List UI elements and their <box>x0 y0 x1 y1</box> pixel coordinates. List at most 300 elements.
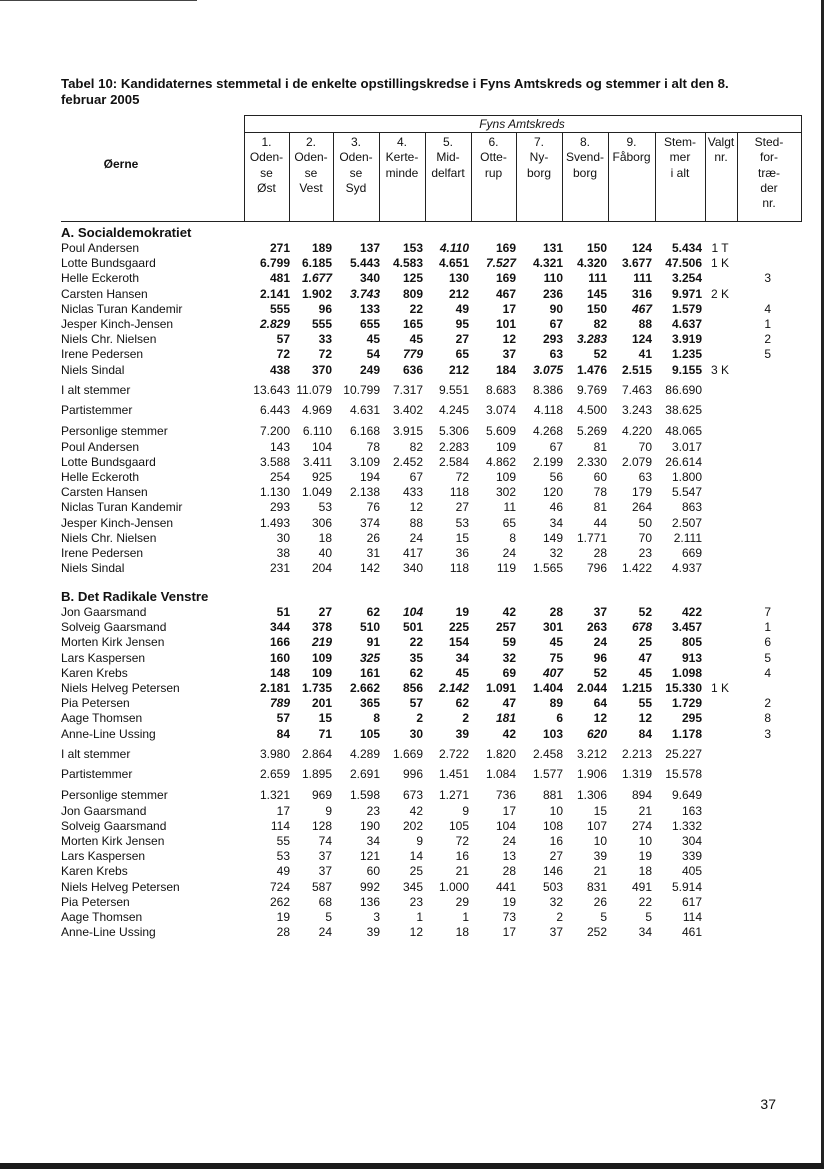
total-cell: 5.914 <box>671 879 702 894</box>
total-cell: 4.937 <box>671 561 702 576</box>
row-name: I alt stemmer <box>61 382 131 397</box>
column-header: 6. Otte- rup <box>480 135 507 180</box>
vote-cell: 45 <box>366 332 380 347</box>
vote-cell: 25 <box>409 864 423 879</box>
vote-cell: 4.631 <box>349 403 380 418</box>
vote-cell: 6 <box>556 711 563 726</box>
vote-cell: 114 <box>270 818 290 833</box>
vote-cell: 1.669 <box>392 746 423 761</box>
vote-cell: 2.864 <box>301 746 332 761</box>
personal-candidate-row <box>0 864 824 879</box>
vote-cell: 6.443 <box>259 403 290 418</box>
vote-cell: 636 <box>402 362 423 377</box>
vote-cell: 70 <box>638 530 652 545</box>
vote-cell: 32 <box>549 894 563 909</box>
vote-cell: 38 <box>276 545 290 560</box>
vote-cell: 263 <box>586 620 607 635</box>
vote-cell: 34 <box>455 650 469 665</box>
vote-cell: 72 <box>455 469 469 484</box>
vote-cell: 1.493 <box>259 515 290 530</box>
vote-cell: 724 <box>269 879 290 894</box>
total-cell: 3.457 <box>671 620 702 635</box>
vote-cell: 10 <box>549 803 563 818</box>
vote-cell: 27 <box>455 332 469 347</box>
vote-cell: 28 <box>276 925 290 940</box>
vote-cell: 441 <box>495 879 516 894</box>
vote-cell: 6.799 <box>259 256 290 271</box>
vote-cell: 37 <box>318 849 332 864</box>
stedfortraeder-cell: 5 <box>764 650 771 665</box>
vote-cell: 22 <box>409 635 423 650</box>
vote-cell: 16 <box>549 833 563 848</box>
vote-cell: 96 <box>593 650 607 665</box>
vote-cell: 41 <box>638 347 652 362</box>
vote-cell: 49 <box>455 301 469 316</box>
vote-cell: 4.110 <box>439 241 469 255</box>
vote-cell: 4.245 <box>438 403 469 418</box>
vote-cell: 262 <box>269 894 290 909</box>
total-cell: 15.330 <box>665 681 702 695</box>
vote-cell: 119 <box>496 561 516 576</box>
vote-cell: 2.584 <box>438 454 469 469</box>
vote-cell: 3.677 <box>621 256 652 271</box>
vote-cell: 2.662 <box>349 681 380 695</box>
vote-cell: 831 <box>586 879 607 894</box>
total-cell: 38.625 <box>665 403 702 418</box>
vote-cell: 37 <box>593 605 607 619</box>
vote-cell: 1.215 <box>621 681 652 695</box>
vote-cell: 4.118 <box>533 403 563 418</box>
vote-cell: 65 <box>455 347 469 362</box>
vote-cell: 39 <box>593 849 607 864</box>
row-name: Anne-Line Ussing <box>61 726 156 741</box>
vote-cell: 81 <box>593 439 607 454</box>
vote-cell: 17 <box>502 301 516 316</box>
vote-cell: 137 <box>359 241 380 255</box>
vote-cell: 179 <box>631 485 652 500</box>
vote-cell: 34 <box>366 833 380 848</box>
vote-cell: 4.268 <box>532 424 563 439</box>
vote-cell: 9.769 <box>576 382 607 397</box>
total-cell: 9.649 <box>671 788 702 803</box>
row-name: Aage Thomsen <box>61 909 143 924</box>
column-header: Sted- for- træ- der nr. <box>754 135 784 211</box>
total-cell: 805 <box>681 635 702 650</box>
row-name: Personlige stemmer <box>61 788 168 803</box>
vote-cell: 107 <box>586 818 607 833</box>
vote-cell: 37 <box>502 347 516 362</box>
vote-cell: 42 <box>502 605 516 619</box>
vote-cell: 62 <box>409 665 423 680</box>
vote-cell: 2.829 <box>259 317 290 331</box>
row-name: Partistemmer <box>61 767 133 782</box>
stedfortraeder-cell: 3 <box>764 726 771 741</box>
total-cell: 4.637 <box>671 317 702 331</box>
vote-cell: 12 <box>409 925 423 940</box>
vote-cell: 19 <box>638 849 652 864</box>
vote-cell: 28 <box>502 864 516 879</box>
personal-votes-row <box>0 424 824 439</box>
vote-cell: 13 <box>502 849 516 864</box>
vote-cell: 146 <box>542 864 563 879</box>
vote-cell: 881 <box>542 788 563 803</box>
column-header: Stem- mer i alt <box>663 135 696 180</box>
row-name: I alt stemmer <box>61 746 131 761</box>
vote-cell: 1.271 <box>438 788 469 803</box>
vote-cell: 70 <box>638 439 652 454</box>
candidate-row <box>0 302 824 317</box>
vote-cell: 1.319 <box>621 767 652 782</box>
vote-cell: 19 <box>502 894 516 909</box>
vote-cell: 27 <box>455 500 469 515</box>
vote-cell: 7.463 <box>621 382 652 397</box>
vote-cell: 17 <box>276 803 290 818</box>
vote-cell: 3.980 <box>259 746 290 761</box>
valgt-cell: 2 K <box>710 286 729 301</box>
vote-cell: 370 <box>311 362 332 377</box>
total-cell: 5.434 <box>671 241 702 255</box>
vote-cell: 101 <box>495 317 516 331</box>
vote-cell: 4.969 <box>301 403 332 418</box>
vote-cell: 302 <box>495 485 516 500</box>
vote-cell: 109 <box>311 650 332 665</box>
section-heading <box>0 225 824 240</box>
vote-cell: 37 <box>549 925 563 940</box>
vote-cell: 15 <box>318 711 332 726</box>
stedfortraeder-cell: 1 <box>764 317 771 331</box>
stedfortraeder-cell: 2 <box>764 332 771 347</box>
vote-cell: 5.306 <box>438 424 469 439</box>
vote-cell: 12 <box>409 500 423 515</box>
vote-cell: 63 <box>549 347 563 362</box>
personal-candidate-row <box>0 561 824 576</box>
total-cell: 1.332 <box>671 818 702 833</box>
vote-cell: 26 <box>366 530 380 545</box>
vote-cell: 2.691 <box>349 767 380 782</box>
vote-cell: 3 <box>373 909 380 924</box>
total-cell: 1.235 <box>671 347 702 362</box>
total-cell: 163 <box>681 803 702 818</box>
vote-cell: 88 <box>638 317 652 331</box>
total-cell: 2.111 <box>673 530 702 545</box>
valgt-cell: 3 K <box>710 362 729 377</box>
vote-cell: 7.527 <box>485 256 516 271</box>
total-cell: 25.227 <box>665 746 702 761</box>
row-label-header: Øerne <box>103 157 139 171</box>
vote-cell: 1 <box>462 909 469 924</box>
vote-cell: 104 <box>311 439 332 454</box>
section-heading <box>0 589 824 604</box>
vote-cell: 169 <box>495 271 516 286</box>
vote-cell: 254 <box>269 469 290 484</box>
vote-cell: 306 <box>311 515 332 530</box>
vote-cell: 22 <box>638 894 652 909</box>
vote-cell: 5 <box>325 909 332 924</box>
row-name: Helle Eckeroth <box>61 271 140 286</box>
total-cell: 1.800 <box>671 469 702 484</box>
vote-cell: 62 <box>455 696 469 711</box>
section-title: B. Det Radikale Venstre <box>61 589 209 604</box>
vote-cell: 22 <box>409 301 423 316</box>
total-cell: 3.017 <box>671 439 702 454</box>
vote-cell: 23 <box>366 803 380 818</box>
vote-cell: 620 <box>586 726 607 741</box>
valgt-cell: 1 K <box>710 681 729 695</box>
vote-cell: 46 <box>549 500 563 515</box>
vote-cell: 111 <box>588 271 607 286</box>
vote-cell: 82 <box>409 439 423 454</box>
vote-cell: 54 <box>366 347 380 362</box>
vote-cell: 9 <box>325 803 332 818</box>
vote-cell: 55 <box>638 696 652 711</box>
total-cell: 422 <box>681 605 702 619</box>
vote-cell: 2.044 <box>576 681 607 695</box>
total-cell: 1.098 <box>671 665 702 680</box>
vote-cell: 47 <box>502 696 516 711</box>
vote-cell: 124 <box>631 332 652 347</box>
vote-cell: 142 <box>359 561 380 576</box>
row-name: Irene Pedersen <box>61 347 144 362</box>
vote-cell: 60 <box>366 864 380 879</box>
vote-cell: 145 <box>586 286 607 301</box>
candidate-row <box>0 666 824 681</box>
row-name: Niels Chr. Nielsen <box>61 332 157 347</box>
vote-cell: 59 <box>502 635 516 650</box>
vote-cell: 555 <box>311 317 332 331</box>
total-cell: 1.729 <box>671 696 702 711</box>
personal-candidate-row <box>0 531 824 546</box>
vote-cell: 103 <box>542 726 563 741</box>
candidate-row <box>0 605 824 620</box>
vote-cell: 17 <box>502 925 516 940</box>
candidate-row <box>0 711 824 726</box>
vote-cell: 3.109 <box>349 454 380 469</box>
vote-cell: 3.411 <box>302 454 332 469</box>
vote-cell: 96 <box>318 301 332 316</box>
vote-cell: 71 <box>318 726 332 741</box>
vote-cell: 6.185 <box>301 256 332 271</box>
vote-cell: 149 <box>542 530 563 545</box>
vote-cell: 301 <box>542 620 563 635</box>
candidate-row <box>0 363 824 378</box>
vote-cell: 9 <box>416 833 423 848</box>
vote-cell: 555 <box>269 301 290 316</box>
vote-cell: 3.074 <box>485 403 516 418</box>
vote-cell: 194 <box>359 469 380 484</box>
valgt-cell: 1 T <box>711 241 729 255</box>
row-name: Anne-Line Ussing <box>61 925 156 940</box>
row-name: Poul Andersen <box>61 439 140 454</box>
vote-cell: 2.181 <box>259 681 290 695</box>
vote-cell: 340 <box>402 561 423 576</box>
vote-cell: 39 <box>455 726 469 741</box>
vote-cell: 2.213 <box>621 746 652 761</box>
row-name: Karen Krebs <box>61 665 128 680</box>
vote-cell: 45 <box>455 665 469 680</box>
vote-cell: 105 <box>359 726 380 741</box>
vote-cell: 3.743 <box>349 286 380 301</box>
vote-cell: 19 <box>276 909 290 924</box>
vote-cell: 510 <box>359 620 380 635</box>
personal-candidate-row <box>0 834 824 849</box>
row-name: Karen Krebs <box>61 864 128 879</box>
vote-cell: 678 <box>631 620 652 635</box>
top-rule <box>0 0 197 1</box>
row-name: Pia Petersen <box>61 894 130 909</box>
vote-cell: 1.306 <box>576 788 607 803</box>
vote-cell: 47 <box>638 650 652 665</box>
vote-cell: 166 <box>269 635 290 650</box>
vote-cell: 56 <box>549 469 563 484</box>
vote-cell: 996 <box>402 767 423 782</box>
candidate-row <box>0 696 824 711</box>
vote-cell: 325 <box>359 650 380 665</box>
total-row <box>0 383 824 398</box>
vote-cell: 212 <box>448 362 469 377</box>
vote-cell: 23 <box>409 894 423 909</box>
vote-cell: 3.212 <box>576 746 607 761</box>
vote-cell: 45 <box>409 332 423 347</box>
row-name: Niels Sindal <box>61 561 125 576</box>
vote-cell: 27 <box>318 605 332 619</box>
vote-cell: 1.451 <box>438 767 469 782</box>
vote-cell: 1.476 <box>576 362 607 377</box>
candidate-row <box>0 727 824 742</box>
row-name: Carsten Hansen <box>61 485 148 500</box>
vote-cell: 9 <box>462 803 469 818</box>
vote-cell: 161 <box>359 665 380 680</box>
row-name: Lotte Bundsgaard <box>61 454 156 469</box>
vote-cell: 5 <box>600 909 607 924</box>
header-bottom-rule <box>61 221 801 222</box>
vote-cell: 88 <box>409 515 423 530</box>
vote-cell: 201 <box>311 696 332 711</box>
vote-cell: 160 <box>269 650 290 665</box>
vote-cell: 231 <box>269 561 290 576</box>
vote-cell: 65 <box>502 515 516 530</box>
vote-cell: 189 <box>311 241 332 255</box>
total-cell: 295 <box>681 711 702 726</box>
vote-cell: 252 <box>586 925 607 940</box>
vote-cell: 128 <box>311 818 332 833</box>
candidate-row <box>0 332 824 347</box>
row-name: Aage Thomsen <box>61 711 143 726</box>
personal-candidate-row <box>0 455 824 470</box>
header-divider <box>244 132 801 133</box>
vote-cell: 9.551 <box>438 382 469 397</box>
vote-cell: 143 <box>269 439 290 454</box>
vote-cell: 15 <box>455 530 469 545</box>
vote-cell: 84 <box>638 726 652 741</box>
vote-cell: 21 <box>638 803 652 818</box>
personal-candidate-row <box>0 485 824 500</box>
vote-cell: 181 <box>495 711 516 726</box>
vote-cell: 8 <box>373 711 380 726</box>
vote-cell: 78 <box>593 485 607 500</box>
vote-cell: 5.609 <box>485 424 516 439</box>
vote-cell: 1.820 <box>485 746 516 761</box>
vote-cell: 44 <box>593 515 607 530</box>
vote-cell: 4.289 <box>349 746 380 761</box>
vote-cell: 34 <box>638 925 652 940</box>
vote-cell: 184 <box>495 362 516 377</box>
vote-cell: 51 <box>276 605 290 619</box>
valgt-cell: 1 K <box>710 256 729 271</box>
vote-cell: 1.049 <box>301 485 332 500</box>
candidate-row <box>0 620 824 635</box>
vote-cell: 150 <box>586 241 607 255</box>
vote-cell: 25 <box>638 635 652 650</box>
vote-cell: 109 <box>311 665 332 680</box>
vote-cell: 779 <box>402 347 423 362</box>
vote-cell: 4.651 <box>438 256 469 271</box>
vote-cell: 417 <box>402 545 423 560</box>
vote-cell: 1.598 <box>349 788 380 803</box>
row-name: Morten Kirk Jensen <box>61 635 165 650</box>
vote-cell: 809 <box>402 286 423 301</box>
vote-cell: 55 <box>276 833 290 848</box>
stedfortraeder-cell: 6 <box>764 635 771 650</box>
personal-candidate-row <box>0 440 824 455</box>
column-header: 5. Mid- delfart <box>431 135 465 180</box>
vote-cell: 19 <box>455 605 469 619</box>
vote-cell: 105 <box>448 818 469 833</box>
vote-cell: 969 <box>311 788 332 803</box>
vote-cell: 64 <box>593 696 607 711</box>
vote-cell: 40 <box>318 545 332 560</box>
vote-cell: 293 <box>542 332 563 347</box>
vote-cell: 67 <box>409 469 423 484</box>
vote-cell: 24 <box>502 545 516 560</box>
total-cell: 114 <box>682 909 702 924</box>
vote-cell: 7.317 <box>392 382 423 397</box>
vote-cell: 264 <box>631 500 652 515</box>
vote-cell: 491 <box>631 879 652 894</box>
vote-cell: 856 <box>402 681 423 695</box>
vote-cell: 1.771 <box>576 530 607 545</box>
personal-candidate-row <box>0 880 824 895</box>
vote-cell: 110 <box>543 271 563 286</box>
vote-cell: 57 <box>409 696 423 711</box>
vote-cell: 3.075 <box>532 362 563 377</box>
candidate-row <box>0 287 824 302</box>
total-cell: 617 <box>681 894 702 909</box>
vote-cell: 33 <box>318 332 332 347</box>
personal-candidate-row <box>0 849 824 864</box>
vote-cell: 992 <box>359 879 380 894</box>
column-header: 3. Oden- se Syd <box>339 135 373 195</box>
vote-cell: 72 <box>455 833 469 848</box>
vote-cell: 225 <box>448 620 469 635</box>
vote-cell: 154 <box>448 635 469 650</box>
vote-cell: 32 <box>502 650 516 665</box>
vote-cell: 467 <box>495 286 516 301</box>
vote-cell: 438 <box>269 362 290 377</box>
total-cell: 1.579 <box>671 301 702 316</box>
row-name: Helle Eckeroth <box>61 469 140 484</box>
personal-candidate-row <box>0 910 824 925</box>
candidate-row <box>0 347 824 362</box>
vote-cell: 52 <box>638 605 652 619</box>
vote-cell: 481 <box>269 271 290 286</box>
vote-cell: 3.283 <box>576 332 607 347</box>
vote-cell: 2 <box>416 711 423 726</box>
vote-cell: 4.500 <box>576 403 607 418</box>
total-cell: 48.065 <box>665 424 702 439</box>
row-name: Solveig Gaarsmand <box>61 620 167 635</box>
vote-cell: 378 <box>311 620 332 635</box>
vote-cell: 52 <box>593 665 607 680</box>
